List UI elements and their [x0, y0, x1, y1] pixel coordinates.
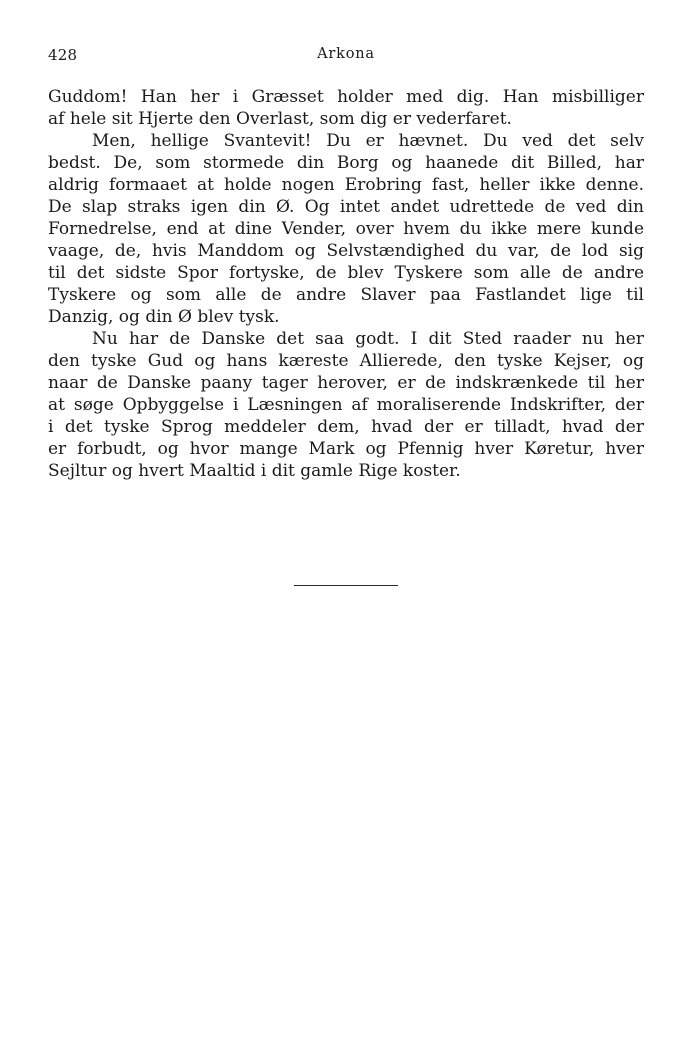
- text-line: Men, hellige Svantevit! Du er hævnet. Du ved det selv: [92, 131, 644, 151]
- page-header: [48, 46, 644, 68]
- running-title: Arkona: [317, 46, 375, 62]
- text-line: er forbudt, og hvor mange Mark og Pfennig hver Køretur, hver: [48, 439, 644, 459]
- text-line: De slap straks igen din Ø. Og intet andet udrettede de ved din: [48, 197, 644, 217]
- section-end-rule: [294, 585, 398, 586]
- text-line: Guddom! Han her i Græsset holder med dig. Han misbilliger: [48, 87, 644, 107]
- text-line: i det tyske Sprog meddeler dem, hvad der er tilladt, hvad der: [48, 417, 644, 437]
- text-line: vaage, de, hvis Manddom og Selvstændighed du var, de lod sig: [48, 241, 644, 261]
- text-line: til det sidste Spor fortyske, de blev Tyskere som alle de andre: [48, 263, 644, 283]
- text-line: naar de Danske paany tager herover, er de indskrænkede til her: [48, 373, 644, 393]
- paragraph-1: [48, 86, 644, 130]
- page-number: 428: [48, 46, 78, 64]
- text-line: den tyske Gud og hans kæreste Allierede, den tyske Kejser, og: [48, 351, 644, 371]
- text-line: at søge Opbyggelse i Læsningen af moraliserende Indskrifter, der: [48, 395, 644, 415]
- text-line: af hele sit Hjerte den Overlast, som dig er vederfaret.: [48, 109, 512, 129]
- text-line: Danzig, og din Ø blev tysk.: [48, 307, 280, 327]
- paragraph-2: [48, 130, 644, 328]
- text-line: aldrig formaaet at holde nogen Erobring fast, heller ikke denne.: [48, 175, 644, 195]
- text-line: Sejltur og hvert Maaltid i dit gamle Rige koster.: [48, 461, 461, 481]
- text-line: Nu har de Danske det saa godt. I dit Sted raader nu her: [92, 329, 644, 349]
- body-text: [48, 86, 644, 482]
- text-line: Tyskere og som alle de andre Slaver paa Fastlandet lige til: [48, 285, 644, 305]
- paragraph-3: [48, 328, 644, 482]
- text-line: Fornedrelse, end at dine Vender, over hvem du ikke mere kunde: [48, 219, 644, 239]
- text-line: bedst. De, som stormede din Borg og haanede dit Billed, har: [48, 153, 644, 173]
